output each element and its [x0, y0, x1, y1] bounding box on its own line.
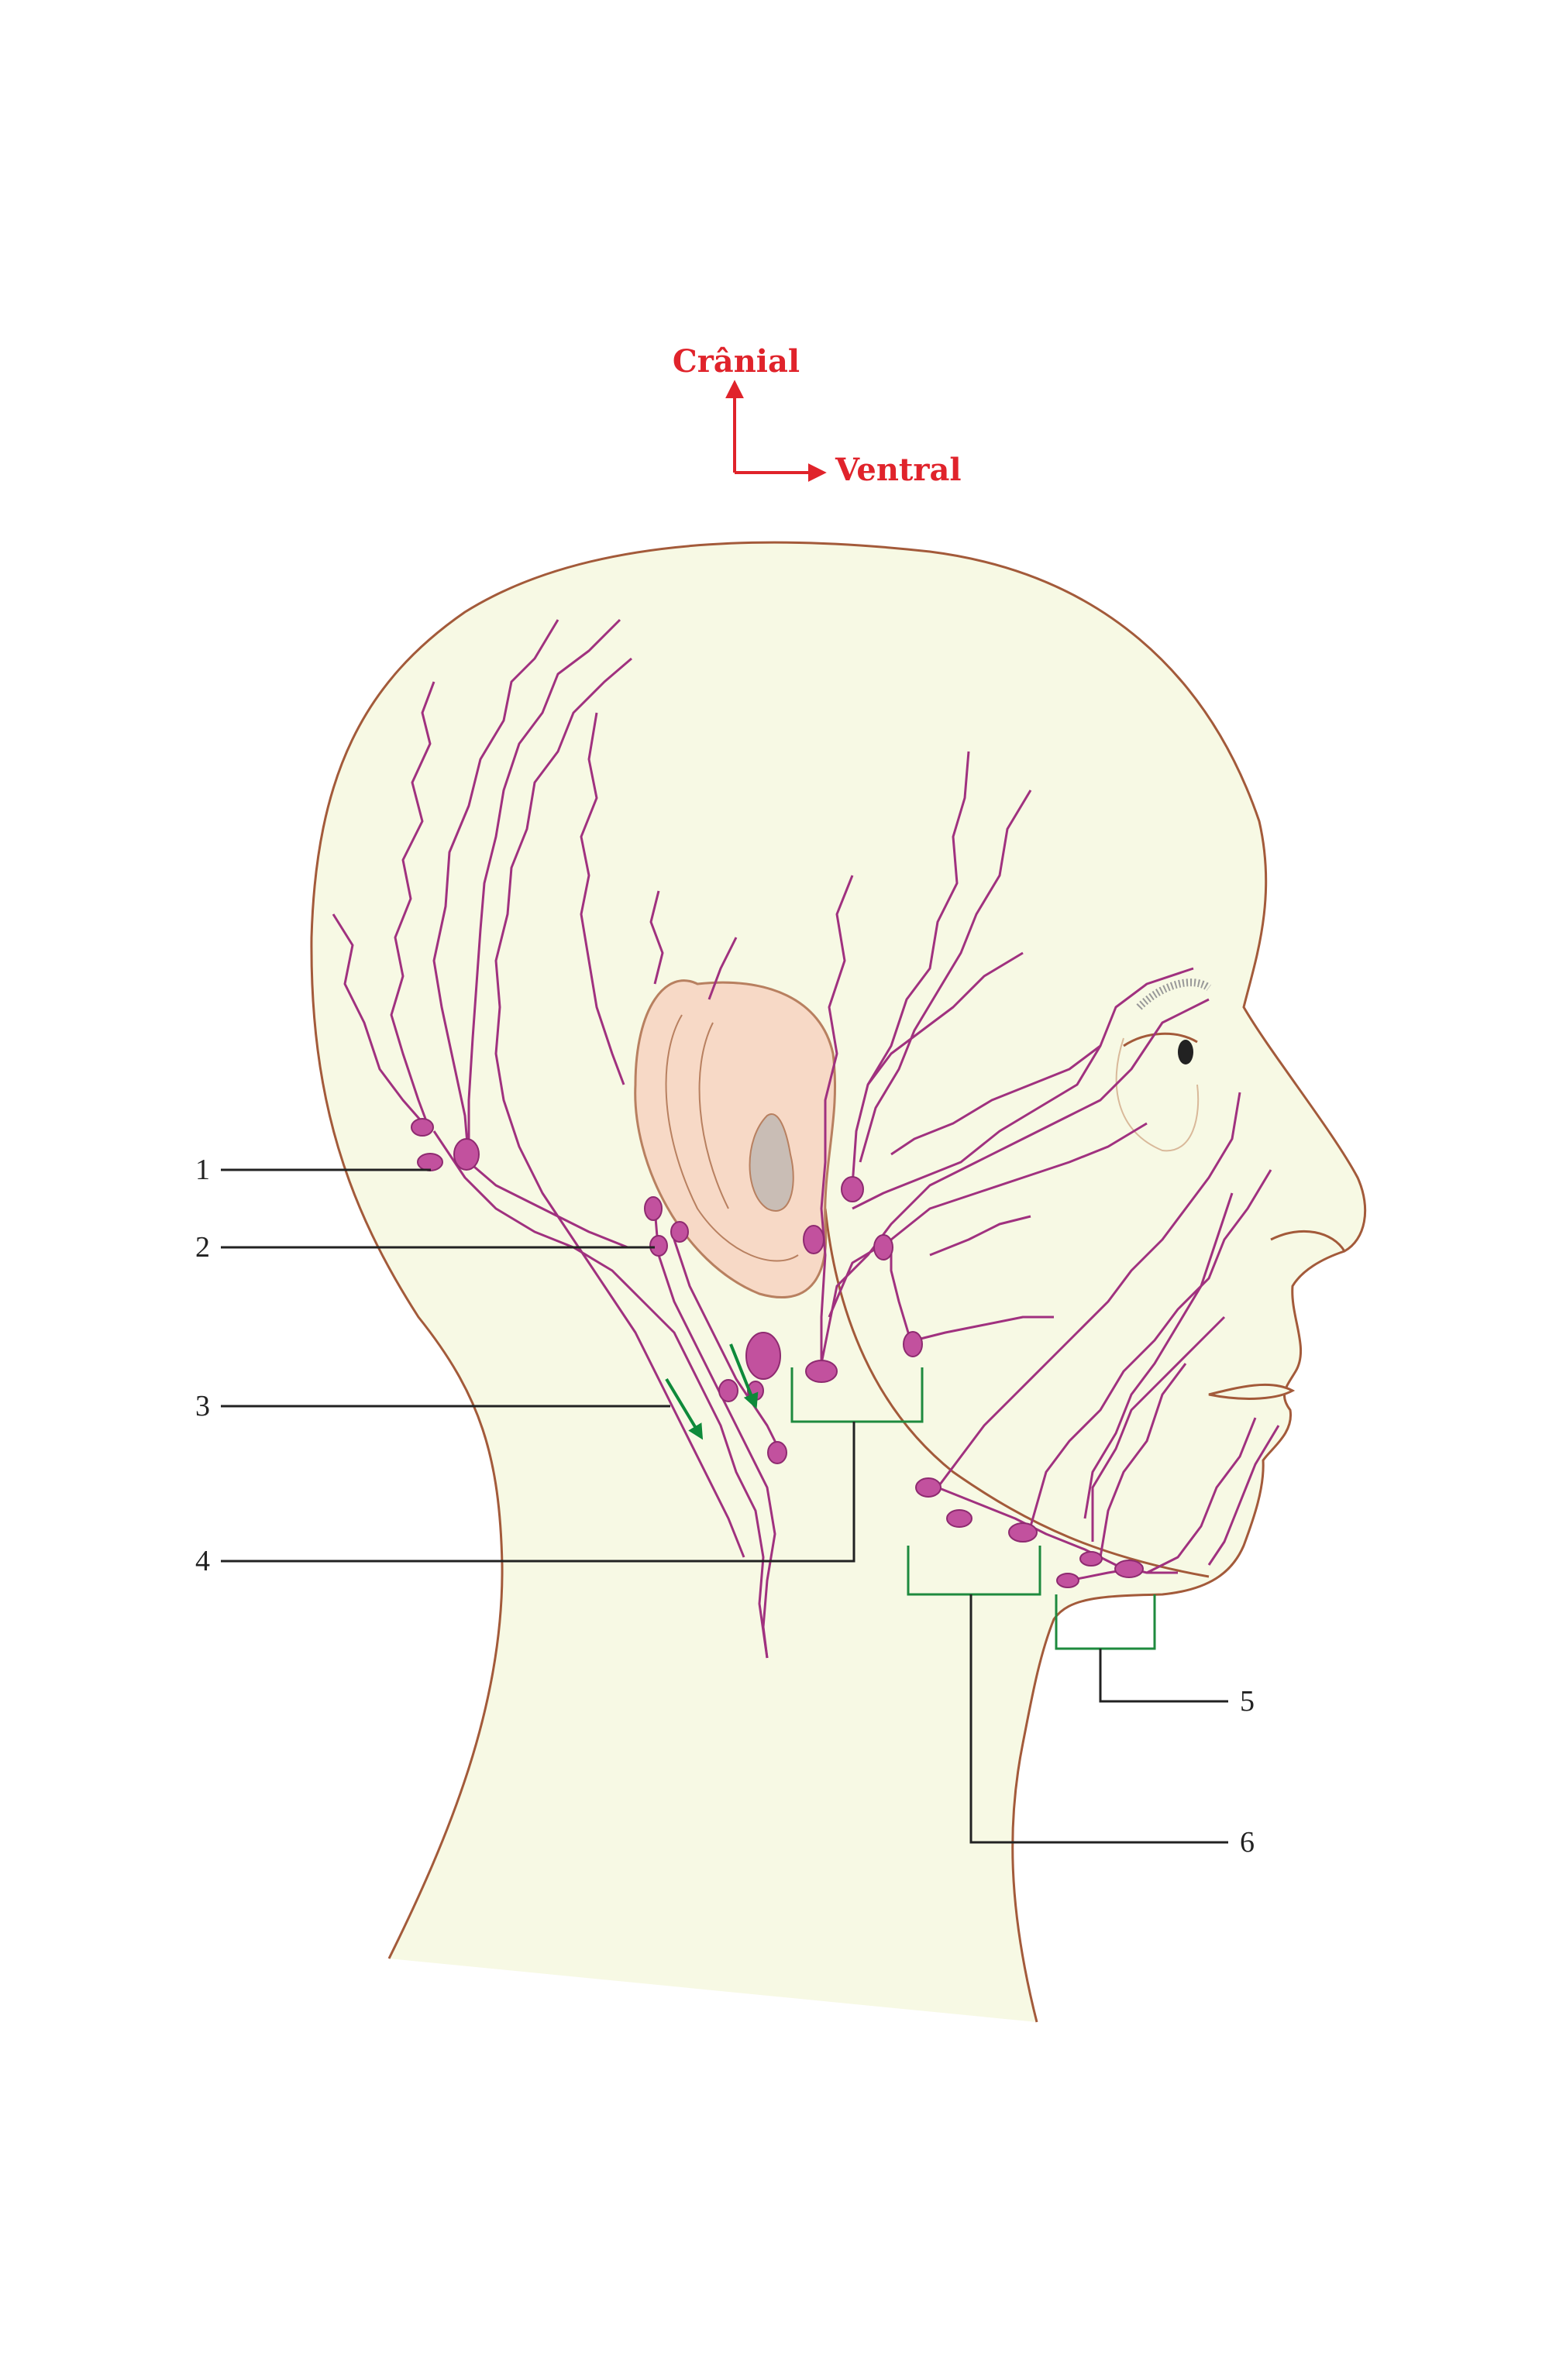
pupil [1178, 1040, 1193, 1064]
lymph-node [645, 1197, 662, 1220]
lymph-node [454, 1139, 479, 1170]
lymph-node [418, 1154, 442, 1171]
lymph-node [904, 1332, 922, 1357]
ventral-label: Ventral [835, 452, 962, 488]
lymph-node [1115, 1560, 1143, 1577]
lymph-node [1009, 1523, 1037, 1542]
lymph-node [1057, 1573, 1079, 1587]
lymph-node [806, 1360, 837, 1382]
lymph-node [719, 1380, 738, 1402]
label-6: 6 [1240, 1826, 1255, 1859]
lymph-node [411, 1119, 433, 1136]
lymph-node [947, 1510, 972, 1527]
cranial-label: Crânial [672, 343, 800, 380]
lymph-node [671, 1222, 688, 1242]
label-5: 5 [1240, 1685, 1255, 1718]
lymph-node [746, 1333, 780, 1379]
lymph-node [768, 1442, 787, 1463]
orientation-indicator [673, 343, 962, 488]
label-1: 1 [195, 1154, 210, 1186]
label-4: 4 [195, 1545, 210, 1577]
label-2: 2 [195, 1231, 210, 1264]
leader-line-5 [1100, 1649, 1228, 1701]
lymph-node [1080, 1552, 1102, 1566]
lymph-node [916, 1478, 941, 1497]
lymph-node [804, 1226, 824, 1254]
lymph-node [842, 1177, 863, 1202]
label-3: 3 [195, 1390, 210, 1422]
lymph-node [650, 1236, 667, 1256]
lymph-node [874, 1235, 893, 1260]
